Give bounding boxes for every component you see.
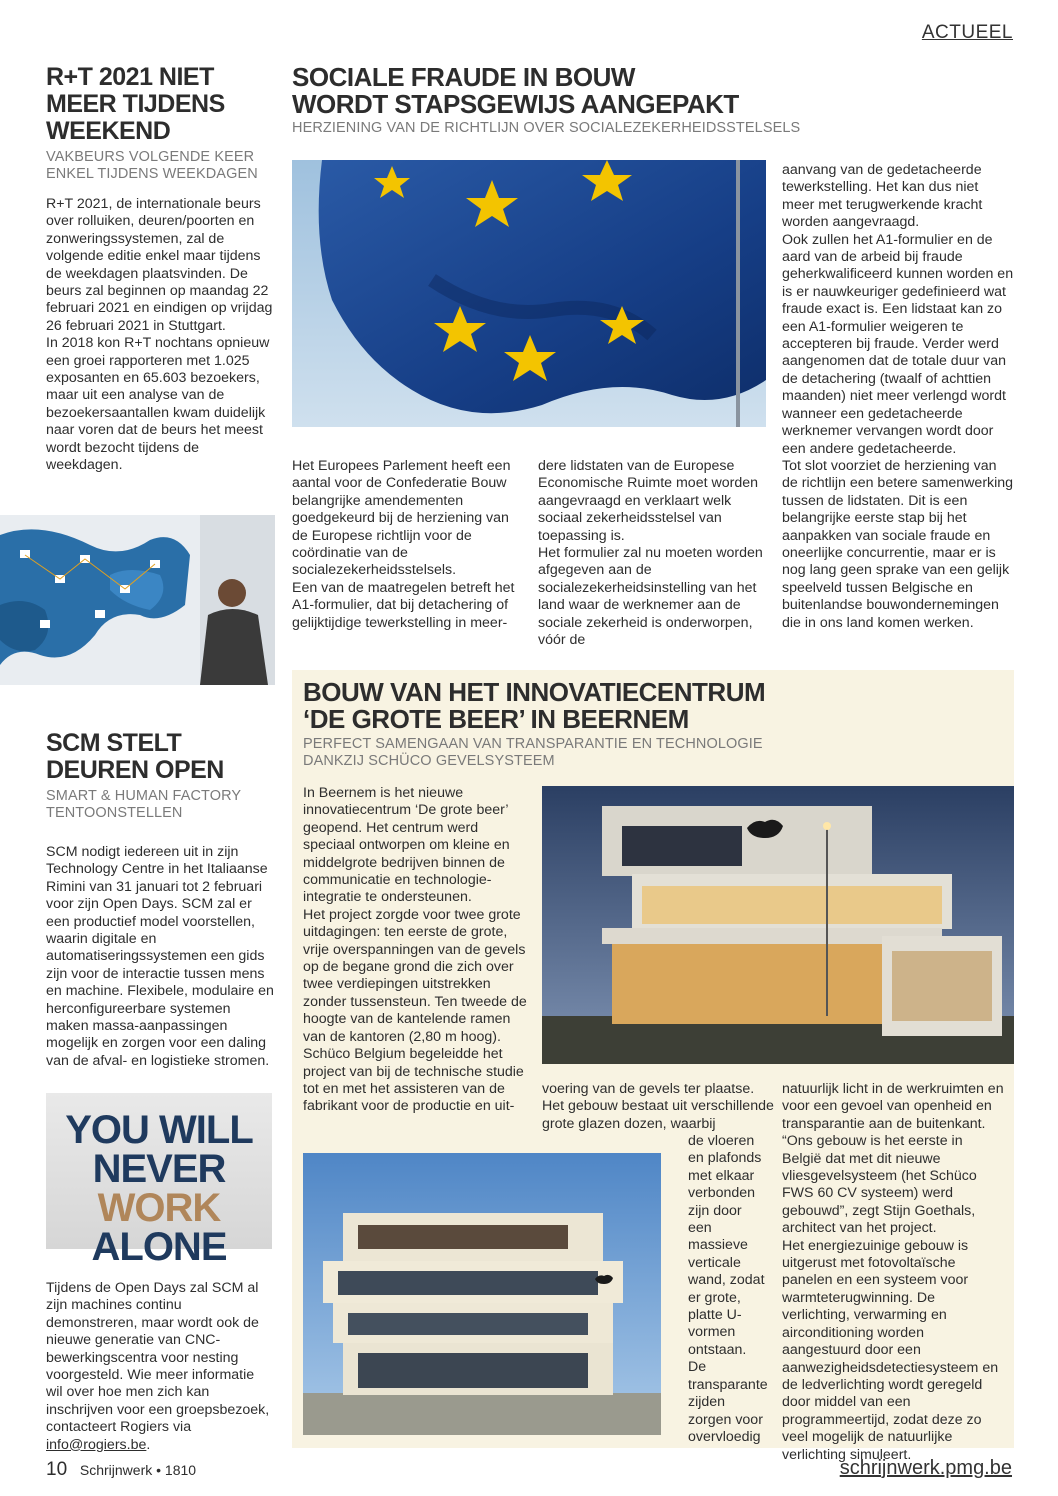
ad-line: ALONE <box>91 1225 227 1269</box>
paragraph: de vloeren en plafonds met elkaar verbonden zijn door een massieve verticale wand, zodat er grote, platte U-vormen ontstaan. De transparante zijden zorgen voor overvloedig <box>688 1133 768 1445</box>
building-day-photo <box>303 1153 661 1435</box>
article-beer-col3 <box>782 1081 1004 1464</box>
email-link[interactable]: info@rogiers.be <box>46 1436 147 1453</box>
paragraph: dere lidstaten van de Europese Economische Ruimte moet worden aangevraagd en verklaart welk sociaal zekerheidsstelsel van toepassing is. <box>538 458 759 544</box>
subtitle-line: ENKEL TIJDENS WEEKDAGEN <box>46 166 258 182</box>
article-fraude-col2 <box>538 458 766 649</box>
title-line: DEUREN OPEN <box>46 756 224 784</box>
subtitle-line: TENTOONSTELLEN <box>46 805 183 821</box>
paragraph: Tijdens de Open Days zal SCM al zijn machines continu demonstreren, maar wordt ook de nieuwe generatie van CNC-bewerkingscentra voor nesting voorgesteld. Wie meer informatie wil over hoe men zich kan inschrijven voor een groepsbezoek, contacteert Rogiers via <box>46 1280 270 1436</box>
scm-ad-banner <box>46 1093 272 1269</box>
article-beer-subtitle <box>303 736 1003 770</box>
paragraph: natuurlijk licht in de werkruimten en voor een gevoel van openheid en transparantie aan de buitenkant. “Ons gebouw is het eerste in België dat met dit nieuwe vliesgevelsysteem (het Schüco FWS 60 CV systeem) werd gebouwd”, zegt Stijn Goethals, architect van het project. <box>782 1081 1004 1237</box>
article-scm-subtitle <box>46 788 276 822</box>
article-fraude-title <box>292 64 1012 118</box>
building-night-photo <box>542 786 1014 1064</box>
paragraph: Ook zullen het A1-formulier en de aard van de arbeid bij fraude geherkwalificeerd kunnen worden en is er nauwkeuriger gedefinieerd wat fraude exact is. Een lidstaat kan zo een A1-formulier weigeren te accepteren bij fraude. Verder werd aangenomen dat de totale duur van de detachering (twaalf of achttien maanden) niet meer verlengd wordt wanneer een gedetacheerde werknemer vervangen wordt door een andere gedetacheerde. <box>782 231 1014 457</box>
ad-line-highlight: WORK <box>97 1186 221 1230</box>
article-beer-header <box>303 679 1003 770</box>
title-line: WORDT STAPSGEWIJS AANGEPAKT <box>292 89 739 119</box>
title-line: SCM STELT <box>46 729 182 757</box>
article-scm-title <box>46 730 276 784</box>
paragraph: voering van de gevels ter plaatse. Het gebouw bestaat uit verschillende grote glazen dozen, waarbij <box>542 1081 774 1132</box>
paragraph: Tot slot voorziet de herziening van de richtlijn een betere samenwerking tussen de lidstaten. Dit is een belangrijke eerste stap bij het aanpakken van sociale fraude en oneerlijke concurrentie, maar er is nog lang geen sprake van een gelijk speelveld tussen Belgische en buitenlandse bouwondernemingen die in ons land komen werken. <box>782 457 1014 631</box>
subtitle-line: DANKZIJ SCHÜCO GEVELSYSTEEM <box>303 753 555 769</box>
subtitle-line: VAKBEURS VOLGENDE KEER <box>46 149 255 165</box>
paragraph: SCM nodigt iedereen uit in zijn Technology Centre in het Italiaanse Rimini van 31 januari tot 2 februari voor zijn Open Days. SCM zal er een productief model voorstellen, waarin digitale en automatiseringssystemen een gids zijn voor de interactie tussen mens en machine. Flexibele, modulaire en herconfigureerbare systemen maken massa-aanpassingen mogelijk en zorgen voor een daling van de afval- en logistieke stromen. <box>46 844 274 1069</box>
eu-flag-photo <box>292 160 766 427</box>
article-beer-title <box>303 679 1003 733</box>
article-rt <box>46 64 276 475</box>
footer-left <box>46 1459 196 1481</box>
article-rt-subtitle <box>46 149 276 183</box>
punctuation: . <box>146 1436 151 1453</box>
article-scm-body2 <box>46 1280 272 1454</box>
paragraph: aanvang van de gedetacheerde tewerkstelling. Het kan dus niet meer met terugwerkende kracht worden aangevraagd. <box>782 162 983 231</box>
paragraph: Een van de maatregelen betreft het A1-formulier, dat bij detachering of gelijktijdige tewerkstelling in meer- <box>292 579 515 631</box>
title-line: ‘DE GROTE BEER’ IN BEERNEM <box>303 704 689 734</box>
article-fraude-col3 <box>782 162 1014 632</box>
article-scm-body <box>46 844 276 1070</box>
paragraph: Het Europees Parlement heeft een aantal voor de Confederatie Bouw belangrijke amendementen goedgekeurd bij de herziening van de Europese richtlijn voor de coördinatie van de socialezekerheidsstelsels. <box>292 458 511 579</box>
article-fraude-col1 <box>292 458 518 632</box>
article-fraude-subtitle: HERZIENING VAN DE RICHTLIJN OVER SOCIALEZEKERHEIDSSTELSELS <box>292 120 801 136</box>
article-scm <box>46 730 276 1070</box>
article-beer-col2-narrow <box>688 1133 768 1446</box>
article-fraude-header <box>292 64 1012 137</box>
article-beer-col1 <box>303 785 529 1116</box>
paragraph: Schüco Belgium begeleidde het project van bij de technische studie tot en met het assisteren van de fabrikant voor de productie en uit- <box>303 1046 524 1115</box>
article-rt-title <box>46 64 276 145</box>
page-number: 10 <box>46 1459 68 1480</box>
website-link[interactable]: schrijnwerk.pmg.be <box>839 1457 1012 1479</box>
magazine-name: Schrijnwerk • 1810 <box>79 1462 197 1478</box>
ad-line: NEVER <box>92 1147 226 1191</box>
subtitle-line: PERFECT SAMENGAAN VAN TRANSPARANTIE EN TECHNOLOGIE <box>303 736 763 752</box>
paragraph: Het project zorgde voor twee grote uitdagingen: ten eerste de grote, vrije overspanningen van de gevels op de begane grond die zich over twee verdiepingen uitstrekken zonder tussensteun. Ten tweede de hoogte van de kantelende ramen van de kantoren (2,80 m hoog). <box>303 906 527 1045</box>
paragraph: Het formulier zal nu moeten worden afgegeven aan de socialezekerheidsinstelling van het land waar de werknemer aan de sociale zekerheid is onderworpen, vóór de <box>538 545 763 649</box>
article-beer-col2-top <box>542 1081 774 1133</box>
paragraph: In 2018 kon R+T nochtans opnieuw een groei rapporteren met 1.025 exposanten en 65.603 bezoekers, maar uit een analyse van de bezoekersaantallen kwam duidelijk naar voren dat de beurs het meest wordt bezocht tijdens de weekdagen. <box>46 335 270 474</box>
ad-line: YOU WILL <box>65 1108 253 1152</box>
world-map-photo <box>0 515 275 685</box>
subtitle-line: SMART & HUMAN FACTORY <box>46 788 242 804</box>
title-line: R+T 2021 NIET <box>46 63 214 91</box>
article-rt-body <box>46 196 276 475</box>
title-line: SOCIALE FRAUDE IN BOUW <box>292 62 635 92</box>
title-line: WEEKEND <box>46 117 171 145</box>
paragraph: In Beernem is het nieuwe innovatiecentrum ‘De grote beer’ geopend. Het centrum werd speciaal ontworpen om kleine en middelgrote bedrijven binnen de communicatie en technologie-integratie te ondersteunen. <box>303 785 510 906</box>
title-line: MEER TIJDENS <box>46 90 225 118</box>
title-line: BOUW VAN HET INNOVATIECENTRUM <box>303 677 766 707</box>
paragraph: R+T 2021, de internationale beurs over rolluiken, deuren/poorten en zonweringssystemen, zal de volgende editie enkel maar tijdens de weekdagen plaatsvinden. De beurs zal beginnen op maandag 22 februari 2021 en eindigen op vrijdag 26 februari 2021 in Stuttgart. <box>46 196 273 334</box>
paragraph: Het energiezuinige gebouw is uitgerust met fotovoltaïsche panelen en een systeem voor warmteterugwinning. De verlichting, verwarming en airconditioning worden aangestuurd door een aanwezigheidsdetectiesysteem en de ledverlichting wordt geregeld door middel van een programmeertijd, zodat deze zo veel mogelijk de natuurlijke verlichting simuleert. <box>782 1237 999 1463</box>
section-label: ACTUEEL <box>921 22 1013 43</box>
